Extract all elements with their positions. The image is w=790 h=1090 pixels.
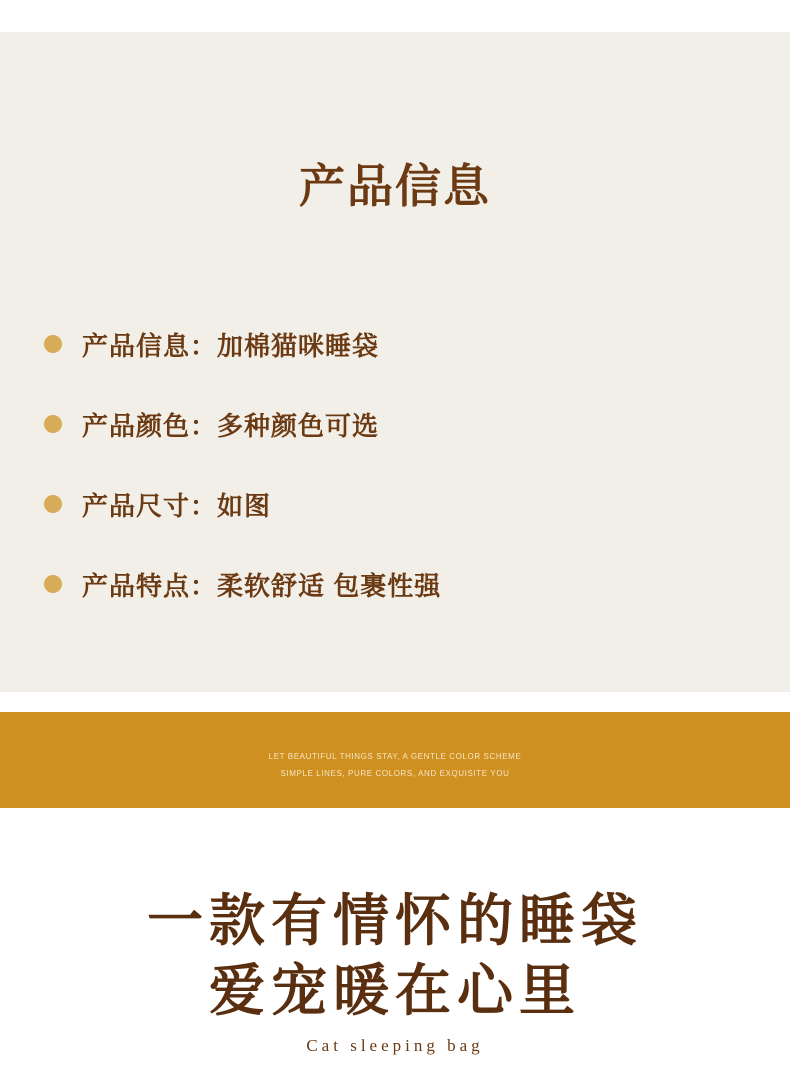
band-tagline bbox=[0, 748, 790, 782]
list-item bbox=[44, 464, 744, 544]
bullet-dot-icon bbox=[44, 335, 62, 353]
spec-text bbox=[82, 406, 379, 443]
spec-label: 产品颜色： bbox=[82, 410, 218, 441]
spec-value: 多种颜色可选 bbox=[217, 410, 380, 441]
headline-subtitle: Cat sleeping bag bbox=[306, 1036, 484, 1055]
bullet-dot-icon bbox=[44, 495, 62, 513]
spec-value: 如图 bbox=[217, 490, 272, 521]
bullet-dot-icon bbox=[44, 575, 62, 593]
spec-label: 产品特点： bbox=[82, 570, 218, 601]
list-item bbox=[44, 304, 744, 384]
gold-divider-band bbox=[0, 712, 790, 808]
headline-line-1: 一款有情怀的睡袋 bbox=[147, 889, 643, 952]
spec-text bbox=[82, 486, 271, 523]
headline-block bbox=[0, 890, 790, 1056]
headline-line-2: 爱宠暖在心里 bbox=[209, 959, 581, 1022]
band-tagline-line2: SIMPLE LINES, PURE COLORS, AND EXQUISITE YOU bbox=[280, 769, 510, 778]
band-tagline-line1: LET BEAUTIFUL THINGS STAY, A GENTLE COLOR SCHEME bbox=[268, 752, 522, 761]
spec-value: 柔软舒适 包裹性强 bbox=[217, 570, 442, 601]
bullet-dot-icon bbox=[44, 415, 62, 433]
spec-label: 产品信息： bbox=[82, 330, 218, 361]
page-title: 产品信息 bbox=[299, 160, 491, 212]
spec-label: 产品尺寸： bbox=[82, 490, 218, 521]
product-spec-list bbox=[44, 304, 744, 624]
list-item bbox=[44, 384, 744, 464]
spec-text bbox=[82, 326, 379, 363]
list-item bbox=[44, 544, 744, 624]
spec-text bbox=[82, 566, 441, 603]
spec-value: 加棉猫咪睡袋 bbox=[217, 330, 380, 361]
product-info-panel bbox=[0, 32, 790, 692]
